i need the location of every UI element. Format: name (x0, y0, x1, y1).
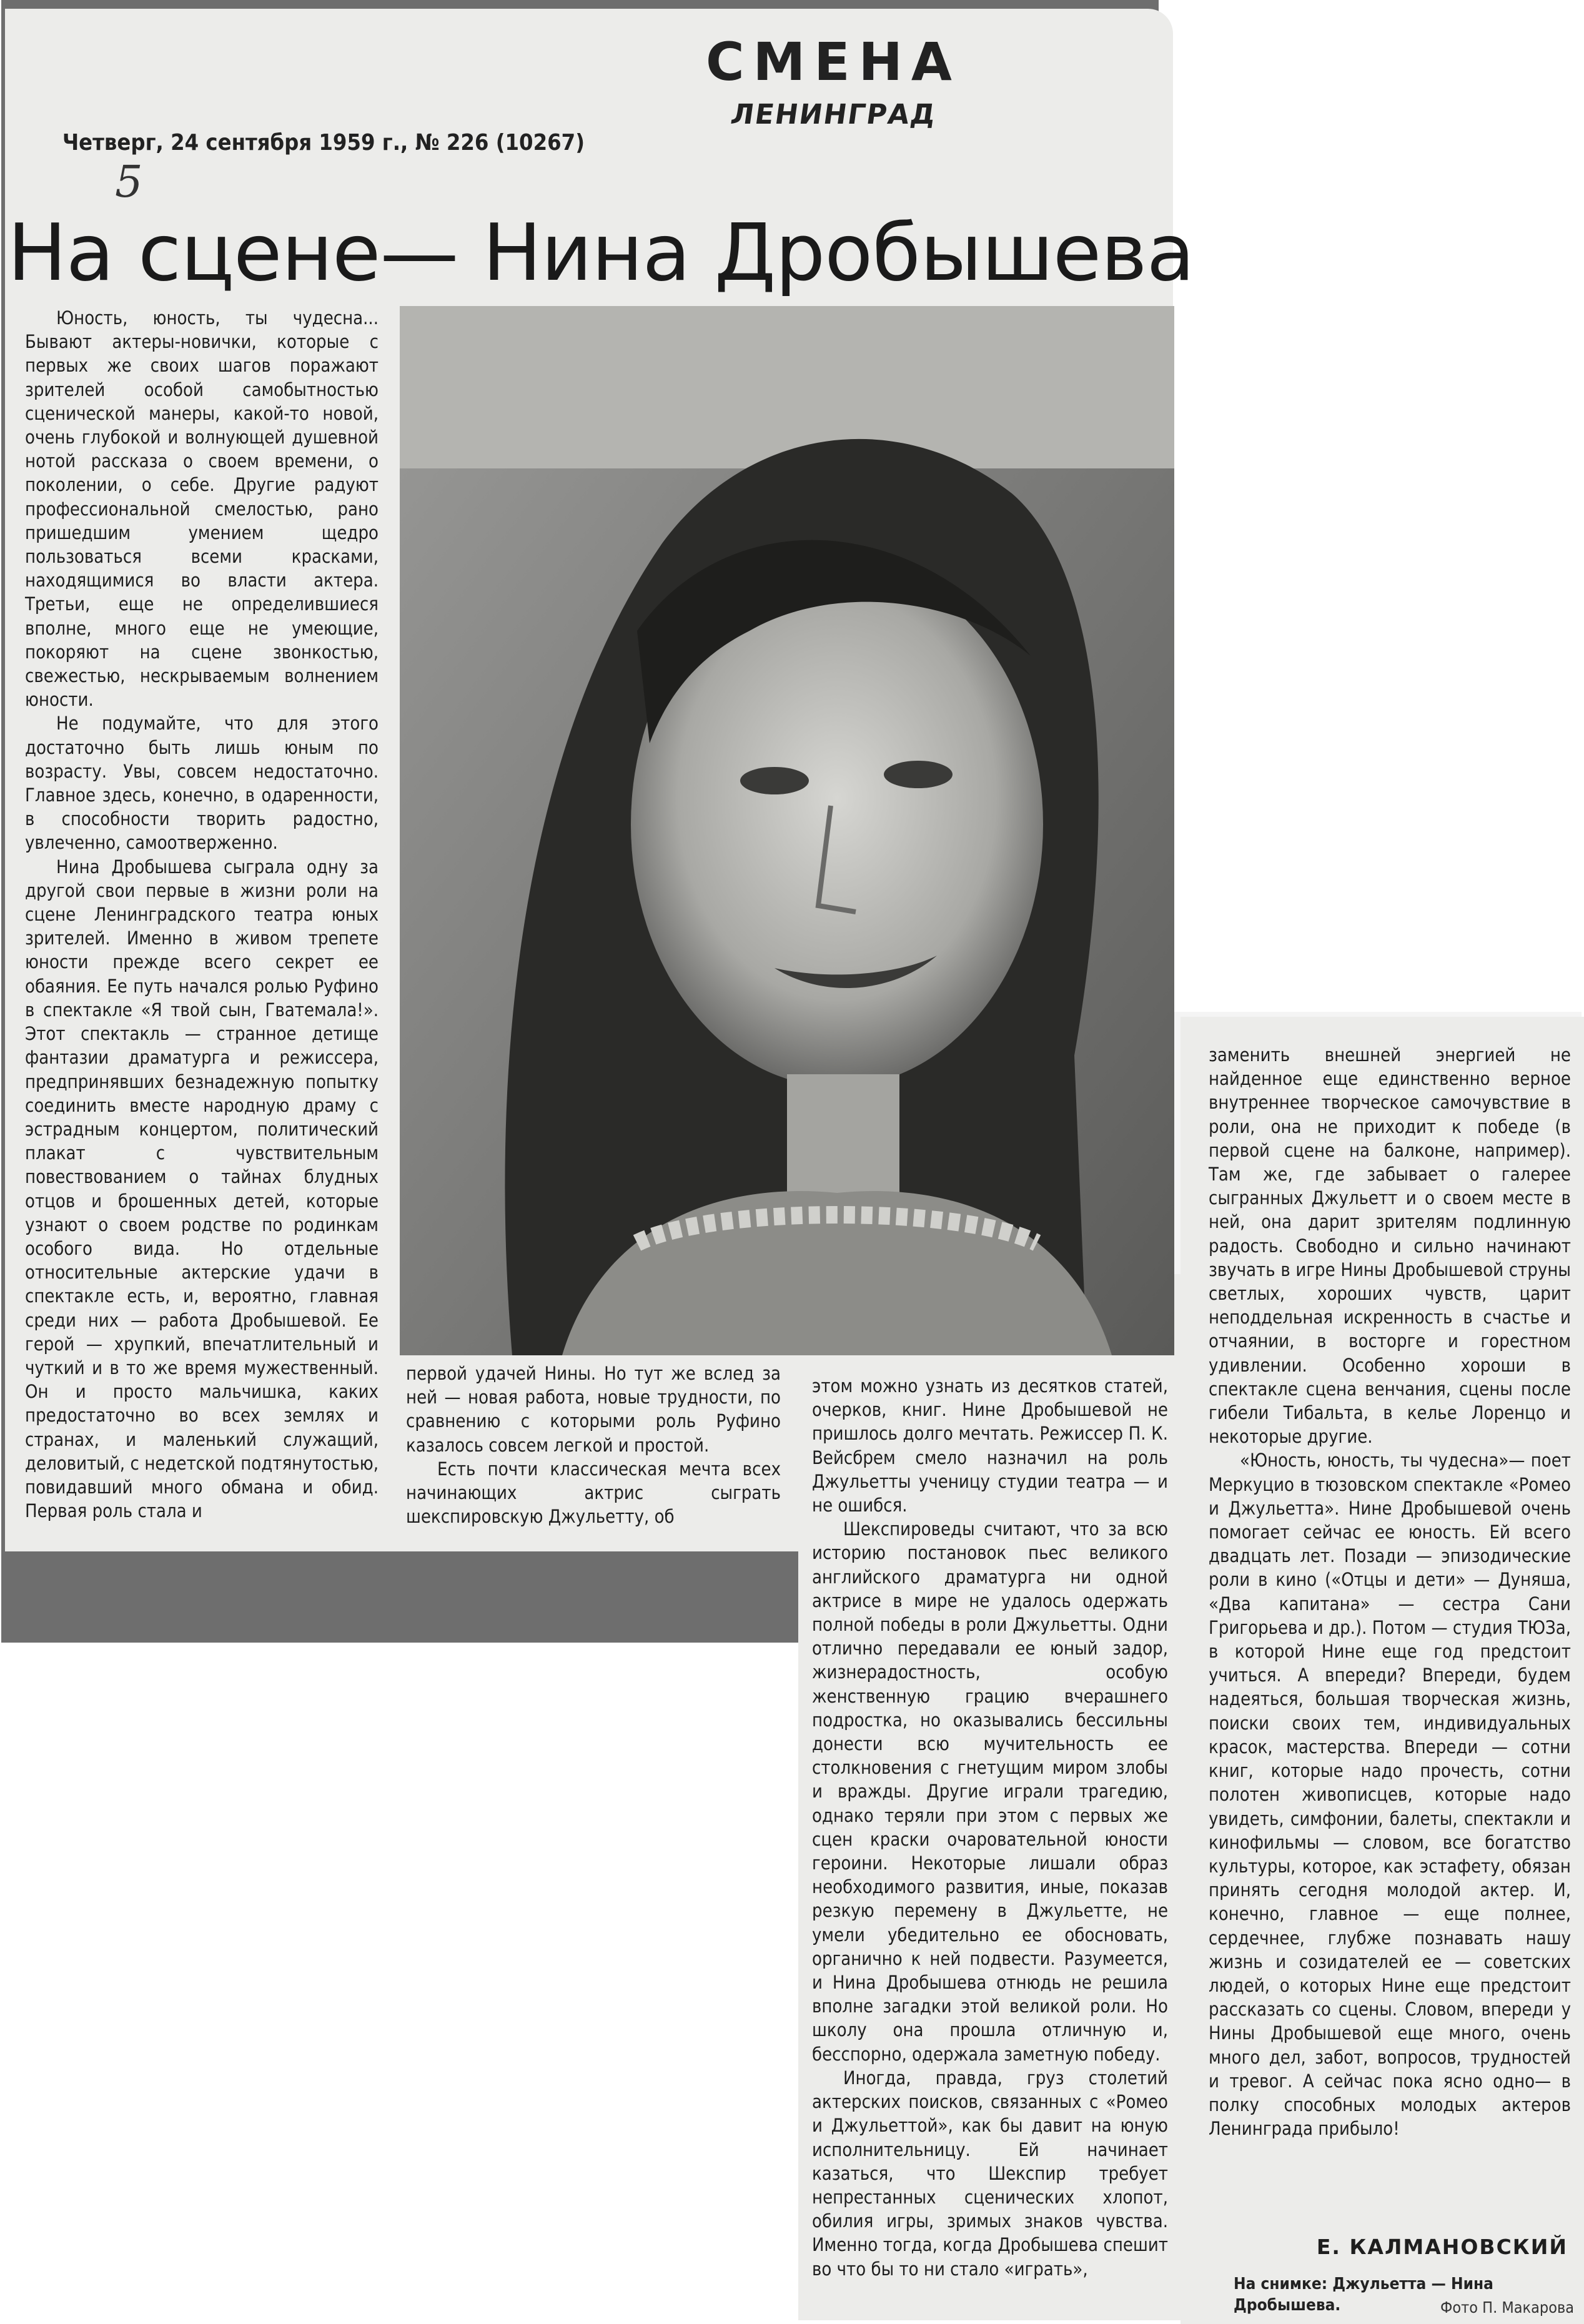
paragraph: заменить внешней энергией не найденное еще единственно верное внутреннее творческое самочувствие в роли, она не приходит к победе (в первой сцене на балконе, например). Там же, где забывает о галерее сыгранных Джульетт и о своем месте в ней, она дарит зрителям подлинную радость. Свободно и сильно начинают звучать в игре Нины Дробышевой струны светлых, хороших чувств, царит неподдельная искренность в счастье и отчаянии, в восторге и горестном удивлении. Особенно хороши в спектакле сцена венчания, сцены после гибели Тибальта, в келье Лоренцо и некоторые другие. (1209, 1044, 1571, 1448)
article-headline: На сцене— Нина Дробышева (7, 207, 1194, 299)
paragraph: первой удачей Нины. Но тут же вслед за ней — новая работа, новые трудности, по сравнению с которыми роль Руфино казалось совсем легкой и простой. (406, 1363, 781, 1456)
author-signature: Е. КАЛМАНОВСКИЙ (1316, 2235, 1568, 2259)
paragraph: «Юность, юность, ты чудесна»— поет Меркуцио в тюзовском спектакле «Ромео и Джульетта». Нине Дробышевой очень помогает сейчас ее юность. Ей всего двадцать лет. Позади — эпизодические роли в кино («Отцы и дети» — Дуняша, «Два капитана» — сестра Сани Григорьева и др.). Потом — студия ТЮЗа, в которой Нине еще год предстоит учиться. А впереди? Впереди, будем надеяться, большая творческая жизнь, поиски своих тем, индивидуальных красок, мастерства. Впереди — сотни книг, которые надо прочесть, сотни полотен живописцев, которые надо увидеть, симфонии, балеты, спектакли и кинофильмы — словом, все богатство культуры, которое, как эстафету, обязан принять сегодня молодой актер. И, конечно, главное — еще полнее, сердечнее, глубже познавать нашу жизнь и созидателей ее — советских людей, о которых Нине еще предстоит рассказать со сцены. Словом, впереди у Нины Дробышевой еще много, очень много дел, забот, вопросов, трудностей и тревог. А сейчас пока ясно одно— в полку способных молодых актеров Ленинграда прибыло! (1209, 1450, 1571, 2140)
paragraph: Не подумайте, что для этого достаточно быть лишь юным по возрасту. Увы, совсем недостаточно. Главное здесь, конечно, в одаренности, в способности творить радостно, увлеченно, самоотверженно. (25, 713, 379, 854)
actress-photo (400, 306, 1174, 1355)
newspaper-city: ЛЕНИНГРАД (728, 99, 939, 131)
paragraph: Есть почти классическая мечта всех начинающих актрис сыграть шекспировскую Джульетту, об (406, 1458, 781, 1528)
issue-dateline: Четверг, 24 сентября 1959 г., № 226 (10267) (62, 130, 585, 156)
paragraph: Шекспироведы считают, что за всю историю постановок пьес великого английского драматурга ни одной актрисе в мире не удалось одержать полной победы в роли Джульетты. Одни отлично передавали ее юный задор, жизнерадостность, особую женственную грацию вчерашнего подростка, но оказывались бессильны донести всю мучительность ее столкновения с гнетущим миром злобы и вражды. Другие играли трагедию, однако теряли при этом с первых же сцен краски очаровательной юности героини. Некоторые лишали образ необходимого развития, иные, показав резкую перемену в Джульетте, не умели убедительно ее обосновать, органично к ней подвести. Разумеется, и Нина Дробышева отнюдь не решила вполне загадки этой великой роли. Но школу она прошла отличную и, бесспорно, одержала заметную победу. (812, 1518, 1168, 2065)
handwritten-number: 5 (115, 156, 143, 207)
article-column-2 (406, 1362, 781, 1549)
paragraph: Иногда, правда, груз столетий актерских поисков, связанных с «Ромео и Джульеттой», как бы давит на юную исполнительницу. Ей начинает казаться, что Шекспир требует непрестанных сценических хлопот, обилия игры, зримых знаков чувства. Именно тогда, когда Дробышева спешит во что бы то ни стало «играть», (812, 2067, 1168, 2280)
photo-credit: Фото П. Макарова (1440, 2298, 1574, 2317)
article-column-3 (812, 1374, 1168, 2311)
article-column-4 (1209, 1043, 1571, 2230)
paragraph: этом можно узнать из десятков статей, очерков, книг. Нине Дробышевой не пришлось долго мечтать. Режиссер П. К. Вейсбрем смело назначил на роль Джульетты ученицу студии театра — и не ошибся. (812, 1375, 1168, 1516)
paragraph: Нина Дробышева сыграла одну за другой свои первые в жизни роли на сцене Ленинградского театра юных зрителей. Именно в живом трепете юности прежде всего секрет ее обаяния. Ее путь начался ролью Руфино в спектакле «Я твой сын, Гватемала!». Этот спектакль — странное детище фантазии драматурга и режиссера, предпринявших безнадежную попытку соединить вместе народную драму с эстрадным концертом, политический плакат с чувствительным повествованием о тайнах блудных отцов и брошенных детей, которые узнают о своем родстве по родинкам особого вида. Но отдельные относительные актерские удачи в спектакле есть, и, вероятно, главная среди них — работа Дробышевой. Ее герой — хрупкий, впечатлительный и чуткий и в то же время мужественный. Он и просто мальчишка, каких предостаточно во всех землях и странах, и маленький служащий, деловитый, с недетской подтянутостью, повидавший много обмана и обид. Первая роль стала и (25, 856, 379, 1522)
photo-caption: На снимке: Джульетта — Нина Дробышева. (1234, 2275, 1493, 2315)
newspaper-title: СМЕНА (706, 31, 961, 92)
paragraph: Юность, юность, ты чудесна... Бывают актеры-новички, которые с первых же своих шагов поражают зрителей особой самобытностью сценической манеры, какой-то новой, очень глубокой и волнующей душевной нотой рассказа о своем времени, о поколении, о себе. Другие радуют профессиональной смелостью, рано пришедшим умением щедро пользоваться всеми красками, находящимися во власти актера. Третьи, еще не определившиеся вполне, много еще не умеющие, покоряют на сцене звонкостью, свежестью, нескрываемым волнением юности. (25, 307, 379, 711)
article-column-1 (25, 306, 379, 1543)
